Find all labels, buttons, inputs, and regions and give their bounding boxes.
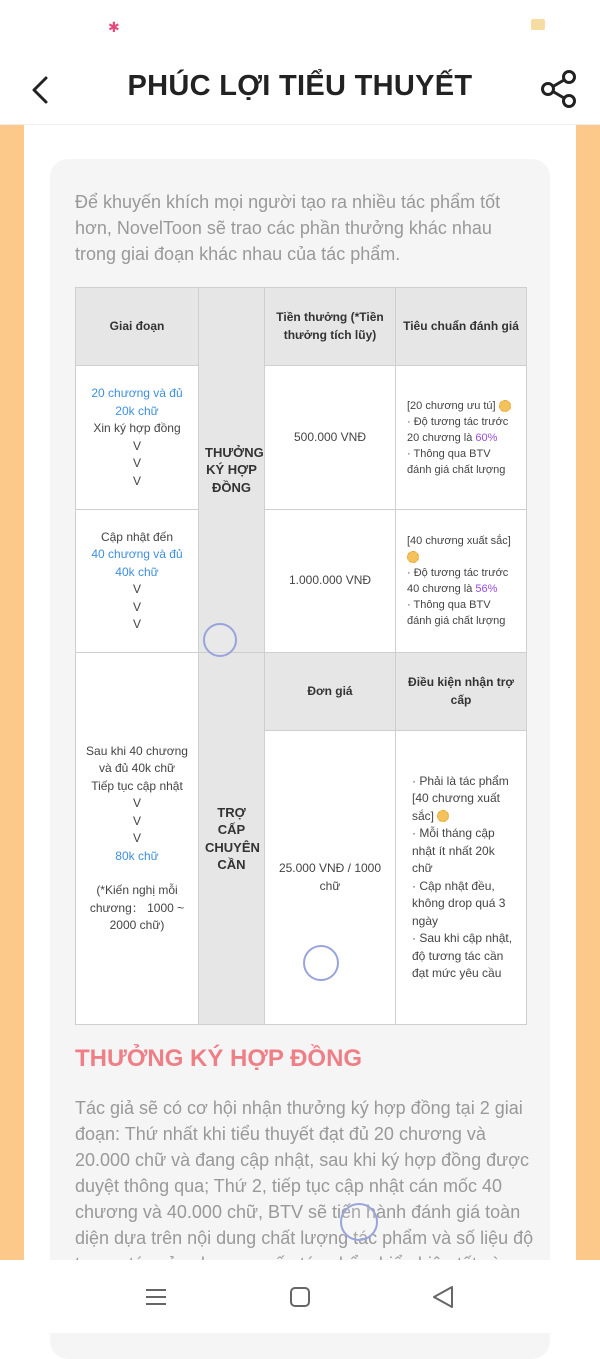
home-square-icon[interactable] (280, 1280, 320, 1314)
condition-line: · Phải là tác phẩm [40 chương xuất sắc] (412, 773, 509, 823)
top-app-bar (0, 56, 600, 125)
condition-line: · Sau khi cập nhật, độ tương tác cần đạt mức yêu cầu (412, 931, 513, 980)
stage-cell (76, 510, 199, 653)
subsidy-amount: 25.000 VNĐ / 1000 chữ (265, 731, 396, 1025)
stage-highlight: 20 chương và đủ 20k chữ (91, 386, 183, 418)
page-title: PHÚC LỢI TIỂU THUYẾT (127, 70, 473, 102)
contract-reward-label: THƯỞNG KÝ HỢP ĐỒNG (199, 288, 265, 653)
criteria-percent: 56% (475, 583, 498, 595)
criteria-cell (396, 366, 527, 510)
reward-table (75, 287, 527, 1025)
back-triangle-icon[interactable] (424, 1280, 464, 1314)
medal-icon (407, 551, 419, 563)
reward-amount: 500.000 VNĐ (265, 366, 396, 510)
info-card (50, 159, 550, 1359)
touch-indicator (303, 945, 339, 981)
content-area[interactable] (0, 125, 600, 1260)
battery-icon (531, 19, 545, 30)
page-body (24, 125, 576, 1325)
arrow-down: V (132, 438, 141, 453)
criteria-line: · Độ tương tác trước 40 chương là (407, 567, 509, 595)
arrow-down: V (132, 456, 141, 470)
table-row (76, 510, 527, 653)
stage-cell (76, 366, 199, 510)
intro-text: Để khuyến khích mọi người tạo ra nhiều tác phẩm tốt hơn, NovelToon sẽ trao các phần thưởng khác nhau trong giai đoạn khác nhau của tác phẩm. (75, 192, 501, 264)
stage-text: Tiếp tục cập nhật (91, 778, 183, 793)
header-reward: Tiền thưởng (*Tiền thưởng tích lũy) (265, 288, 396, 366)
share-icon[interactable] (538, 68, 580, 110)
criteria-cell (396, 510, 527, 653)
stage-highlight: 80k chữ (115, 848, 159, 863)
stage-highlight: 40 chương và đủ 40k chữ (91, 547, 183, 579)
system-nav-bar (0, 1260, 600, 1333)
header-stage: Giai đoạn (76, 288, 199, 366)
criteria-line: · Thông qua BTV đánh giá chất lượng (407, 599, 506, 627)
stage-text: Xin ký hợp đồng (93, 421, 181, 435)
app-notification-icon: ✱ (108, 19, 120, 35)
arrow-down: V (132, 599, 141, 614)
stage-note: (*Kiến nghị mỗi chương： 1000 ~ 2000 chữ) (89, 883, 185, 932)
table-row (76, 366, 527, 510)
header-unit-price: Đơn giá (265, 653, 396, 731)
header-condition: Điều kiện nhận trợ cấp (396, 653, 527, 731)
subsidy-label: TRỢ CẤP CHUYÊN CẦN (199, 653, 265, 1025)
stage-text: Sau khi 40 chương và đủ 40k chữ (86, 743, 188, 775)
medal-icon (437, 810, 449, 822)
condition-line: · Mỗi tháng cập nhật ít nhất 20k chữ (412, 826, 495, 875)
arrow-down: V (132, 831, 141, 845)
arrow-down: V (132, 617, 141, 631)
condition-cell (396, 731, 527, 1025)
medal-icon (499, 400, 511, 412)
stage-text: Cập nhật đến (100, 529, 174, 544)
criteria-line: · Độ tương tác trước 20 chương là (407, 415, 509, 444)
arrow-down: V (132, 473, 141, 488)
condition-line: · Cập nhật đều, không drop quá 3 ngày (412, 878, 506, 928)
header-criteria: Tiêu chuẩn đánh giá (396, 288, 527, 366)
menu-icon[interactable] (136, 1280, 176, 1314)
arrow-down: V (132, 813, 141, 828)
reward-amount: 1.000.000 VNĐ (265, 510, 396, 653)
arrow-down: V (132, 582, 141, 596)
criteria-line: · Thông qua BTV đánh giá chất lượng (407, 447, 506, 476)
touch-indicator (340, 1203, 378, 1241)
status-bar (0, 0, 600, 56)
criteria-percent: 60% (475, 431, 498, 444)
section-title: THƯỞNG KÝ HỢP ĐỒNG (75, 1045, 363, 1072)
section-body: Tác giả sẽ có cơ hội nhận thưởng ký hợp đồng tại 2 giai đoạn: Thứ nhất khi tiểu thuyết đạt đủ 20 chương và 20.000 chữ và đang cập nhật, sau khi ký hợp đồng được duyệt thông qua; Thứ 2, tiếp tục cập nhật cán mốc 40 chương và 40.000 chữ, BTV sẽ tiến hành đánh giá toàn diện dựa trên nội dung chất lượng tác phẩm và số liệu độ (75, 1098, 534, 1248)
touch-indicator (203, 623, 237, 657)
stage-cell (76, 653, 199, 1025)
arrow-down: V (132, 796, 141, 810)
criteria-title: [40 chương xuất sắc] (407, 533, 518, 565)
criteria-title: [20 chương ưu tú] (407, 398, 518, 414)
